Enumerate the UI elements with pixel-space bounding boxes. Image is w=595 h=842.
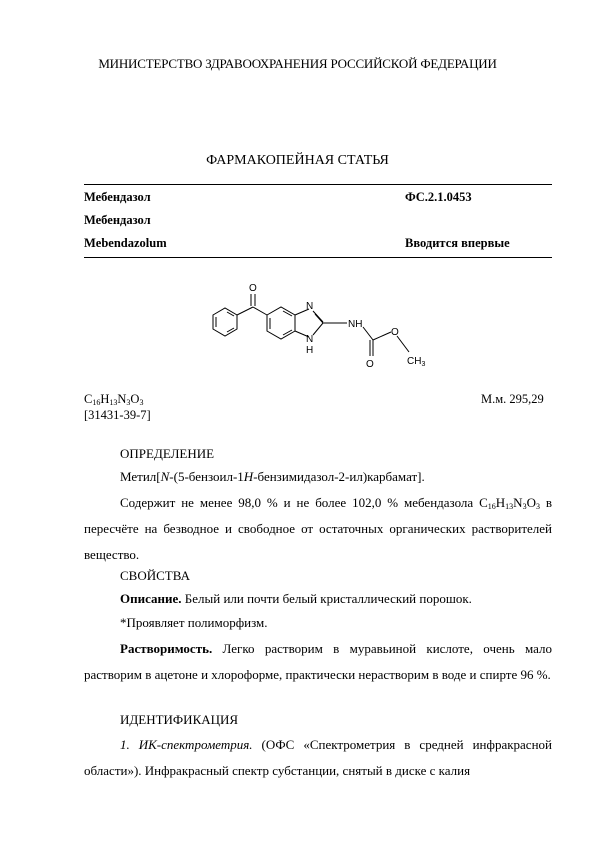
header-bottom-rule (84, 257, 552, 258)
atom-nh: NH (348, 319, 363, 330)
atom-n-ring: N (306, 301, 314, 312)
molecular-weight: М.м. 295,29 (481, 392, 544, 406)
atom-h-ring: H (306, 345, 314, 356)
definition-content: Содержит не менее 98,0 % и не более 102,0 % мебендазола $C_{16}H_{13}N_3O_3$ в пересчёте на безводное и свободное от остаточных органических растворителей вещество. (84, 495, 553, 562)
description-paragraph: Описание. Белый или почти белый кристаллический порошок. (120, 591, 472, 606)
atom-o-double: O (366, 359, 374, 370)
ministry-title: МИНИСТЕРСТВО ЗДРАВООХРАНЕНИЯ РОССИЙСКОЙ ФЕДЕРАЦИИ (98, 56, 497, 71)
drug-name-ru-2: Мебендазол (84, 213, 151, 227)
article-status: Вводится впервые (405, 236, 510, 250)
benzo-ring (267, 307, 295, 339)
definition-heading: ОПРЕДЕЛЕНИЕ (120, 446, 215, 461)
atom-n-ring-2: N (306, 334, 314, 345)
solubility-paragraph: Растворимость. Легко растворим в муравьиной кислоте, очень мало растворим в ацетоне и хлороформе, практически нерастворим в воде и спирте 96 %. (84, 641, 552, 682)
document-title: ФАРМАКОПЕЙНАЯ СТАТЬЯ (206, 153, 389, 168)
atom-o-carbonyl: O (249, 283, 257, 294)
drug-name-ru: Мебендазол (84, 190, 151, 204)
drug-name-latin: Mebendazolum (84, 236, 167, 250)
polymorphism-note: *Проявляет полиморфизм. (120, 615, 268, 630)
ir-spectrometry-paragraph: 1. ИК-спектрометрия. (ОФС «Спектрометрия в средней инфракрасной области»). Инфракрасный спектр субстанции, снятый в диске с калия (84, 737, 552, 778)
atom-ch3: $CH_3$ (407, 356, 426, 368)
molecular-formula: $C_{16}H_{13}N_3O_3$ (84, 392, 144, 407)
identification-heading: ИДЕНТИФИКАЦИЯ (120, 712, 239, 727)
cas-number: [31431-39-7] (84, 408, 151, 422)
definition-chemical-name: Метил[N-(5-бензоил-1H-бензимидазол-2-ил)карбамат]. (120, 469, 425, 484)
article-code: ФС.2.1.0453 (405, 190, 472, 204)
header-top-rule (84, 184, 552, 185)
phenyl-ring (213, 308, 237, 336)
structural-formula (205, 278, 435, 378)
atom-o-ester: O (391, 327, 399, 338)
properties-heading: СВОЙСТВА (120, 568, 190, 583)
